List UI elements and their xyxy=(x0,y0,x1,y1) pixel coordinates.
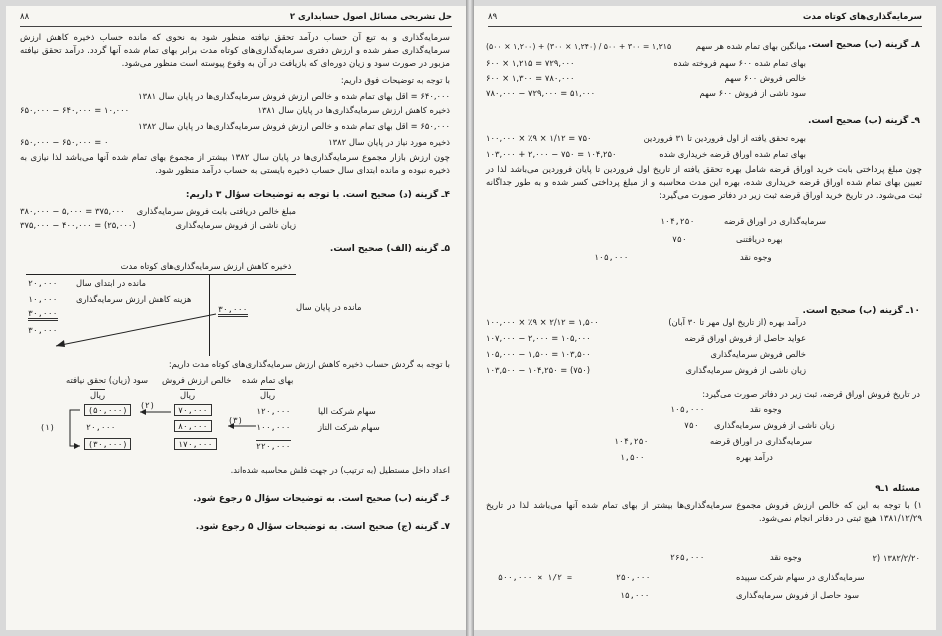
col-header-cost: بهای تمام شده xyxy=(242,375,294,385)
calc-line-4-label: ذخیره مورد نیاز در پایان سال ۱۳۸۲ xyxy=(328,137,450,147)
q5-text2: با توجه به گردش حساب ذخیره کاهش ارزش سرمایه‌گذاری‌های کوتاه مدت داریم: xyxy=(168,359,450,369)
col-header-gain: سود (زیان) تحقق نیافته xyxy=(66,375,149,385)
q10-row-3-label: خالص فروش سرمایه‌گذاری xyxy=(710,349,806,359)
t-right-value-4: ۳۰,۰۰۰ xyxy=(28,325,58,335)
q8-row-3-label: خالص فروش ۶۰۰ سهم xyxy=(724,73,806,83)
unit-gain: ریال xyxy=(90,390,106,400)
q9-journal-3-credit: ۱۰۵,۰۰۰ xyxy=(594,252,629,262)
calc-line-2-formula: ۶۵۰,۰۰۰ − ۶۴۰,۰۰۰ = ۱۰,۰۰۰ xyxy=(20,105,130,115)
row-1-marker: (۲) xyxy=(140,400,155,410)
intro-paragraph: سرمایه‌گذاری و به تبع آن حساب درآمد تحقق نیافته منظور شود به نحوی که مانده حساب ذخیره کاهش ارزش سرمایه‌گذاری صفر شده و ارزش دفتری سرمایه‌گذاری‌های کوتاه مدت برابر بهای تمام شده آنها گردد. درآمد تحقق نیافته مزبور در صورت سود و زیان دوره‌ای که بازیافت در آن به وقوع پیوسته است منظور می‌شود. xyxy=(20,33,450,69)
q8-row-2-label: بهای تمام شده ۶۰۰ سهم فروخته شده xyxy=(673,58,806,68)
right-page xyxy=(474,6,936,630)
total-nrv: ۱۷۰,۰۰۰ xyxy=(174,438,217,450)
t-right-label-1: مانده در ابتدای سال xyxy=(76,278,147,288)
q10-journal-4-credit: ۱,۵۰۰ xyxy=(620,452,645,462)
q4-row-1-label: مبلغ خالص دریافتی بابت فروش سرمایه‌گذاری xyxy=(136,206,296,216)
q6-line: ۶ـ گزینه (ب) صحیح است. به توضیحات سؤال ۵ رجوع شود. xyxy=(193,494,450,504)
q9-journal-2-account: بهره دریافتنی xyxy=(736,234,783,244)
calc-line-4-formula: ۶۵۰,۰۰۰ − ۶۵۰,۰۰۰ = ۰ xyxy=(20,137,109,147)
row-1-name: سهام شرکت الیا xyxy=(318,406,376,416)
q10-journal-3-credit: ۱۰۴,۲۵۰ xyxy=(614,436,649,446)
t-left-value: ۳۰,۰۰۰ xyxy=(218,304,248,317)
problem-journal-2-account: سرمایه‌گذاری در سهام شرکت سپیده xyxy=(736,572,865,582)
q10-row-1-formula: ۱۰۰,۰۰۰ × ٪۹ × ۲/۱۲ = ۱,۵۰۰ xyxy=(486,317,599,327)
q9-text: چون مبلغ پرداختی بابت خرید اوراق قرضه شامل بهره تحقق یافته از تاریخ اول فروردین تا پایان فروردین می‌باشد لذا در تعیین بهای تمام شده اوراق قرضه خریداری شده، بهره این مدت محاسبه و از مبلغ پرداختی کسر شده و به طور جداگانه ثبت می‌شود. در تاریخ خرید اوراق قرضه ثبت زیر در دفاتر صورت می‌گیرد: xyxy=(486,165,922,201)
q10-text: در تاریخ فروش اوراق قرضه، ثبت زیر در دفاتر صورت می‌گیرد: xyxy=(702,389,920,399)
problem-item-1: ۱) با توجه به این که خالص ارزش فروش مجموع سرمایه‌گذاری‌ها بیشتر از بهای تمام شده آنها می‌باشد لذا در تاریخ ۱۳۸۱/۱۲/۲۹ هیچ ثبتی در دفاتر انجام نمی‌شود. xyxy=(486,501,922,524)
problem-journal-3-account: سود حاصل از فروش سرمایه‌گذاری xyxy=(736,590,859,600)
row-2-name: سهام شرکت الناز xyxy=(318,422,380,432)
row-1-gain: (۵۰,۰۰۰) xyxy=(84,404,131,416)
table-flow-arrows xyxy=(66,402,326,462)
problem-journal-2-credit: ۲۵۰,۰۰۰ xyxy=(616,572,651,582)
problem-journal-1-account: وجوه نقد xyxy=(770,552,802,562)
given-line: با توجه به توضیحات فوق داریم: xyxy=(340,75,450,85)
problem-journal-1-debit: ۲۶۵,۰۰۰ xyxy=(670,552,705,562)
q10-row-2-label: عواید حاصل از فروش اوراق قرضه xyxy=(684,333,806,343)
right-page-header xyxy=(488,12,922,27)
t-account-top-line xyxy=(26,274,296,275)
q4-row-1-formula: ۳۸۰,۰۰۰ − ۵,۰۰۰ = ۳۷۵,۰۰۰ xyxy=(20,206,125,216)
t-right-value-1: ۲۰,۰۰۰ xyxy=(28,278,58,288)
left-page-header xyxy=(20,12,452,27)
q10-row-3-formula: ۱۰۵,۰۰۰ − ۱,۵۰۰ = ۱۰۳,۵۰۰ xyxy=(486,349,591,359)
q10-heading: ۱۰ـ گزینه (ب) صحیح است. xyxy=(802,306,920,316)
problem-heading: مسئله ۱ـ۹ xyxy=(875,484,920,494)
q10-row-2-formula: ۱۰۷,۰۰۰ − ۲,۰۰۰ = ۱۰۵,۰۰۰ xyxy=(486,333,591,343)
calc-line-3: ۶۵۰,۰۰۰ = اقل بهای تمام شده و خالص ارزش فروش سرمایه‌گذاری‌ها در پایان سال ۱۳۸۲ xyxy=(138,121,450,131)
q9-journal-3-account: وجوه نقد xyxy=(740,252,772,262)
q10-journal-2-account: زیان ناشی از فروش سرمایه‌گذاری xyxy=(714,420,835,430)
row-2-gain: ۲۰,۰۰۰ xyxy=(86,422,116,432)
q4-row-2-formula: ۳۷۵,۰۰۰ − ۴۰۰,۰۰۰ = (۲۵,۰۰۰) xyxy=(20,220,136,230)
left-page xyxy=(6,6,466,630)
col-header-nrv: خالص ارزش فروش xyxy=(162,375,232,385)
q10-row-4-label: زیان ناشی از فروش سرمایه‌گذاری xyxy=(685,365,806,375)
q10-journal-1-debit: ۱۰۵,۰۰۰ xyxy=(670,404,705,414)
right-page-title: سرمایه‌گذاری‌های کوتاه مدت xyxy=(802,12,922,22)
q8-row-2-formula: ۶۰۰ × ۱,۲۱۵ = ۷۲۹,۰۰۰ xyxy=(486,58,575,68)
q10-journal-4-account: درآمد بهره xyxy=(736,452,773,462)
q9-row-1-formula: ۱۰۰,۰۰۰ × ٪۹ × ۱/۱۲ = ۷۵۰ xyxy=(486,133,592,143)
q8-row-4-label: سود ناشی از فروش ۶۰۰ سهم xyxy=(699,88,806,98)
t-left-label: مانده در پایان سال xyxy=(296,302,362,312)
q8-row-3-formula: ۶۰۰ × ۱,۳۰۰ = ۷۸۰,۰۰۰ xyxy=(486,73,575,83)
note-paragraph: چون ارزش بازار مجموع سرمایه‌گذاری‌ها در پایان سال ۱۳۸۲ بیشتر از مجموع بهای تمام شده آنها می‌باشد لذا نیازی به ذخیره نبوده و مانده ابتدای سال حساب ذخیره بایستی به حساب درآمد منظور شود. xyxy=(20,153,450,176)
q5-heading: ۵ـ گزینه (الف) صحیح است. xyxy=(329,244,450,254)
q9-row-1-label: بهره تحقق یافته از اول فروردین تا ۳۱ فروردین xyxy=(643,133,806,143)
row-2-cost: ۱۰۰,۰۰۰ xyxy=(256,422,291,432)
q4-heading: ۴ـ گزینه (د) صحیح است. با توجه به توضیحات سؤال ۳ داریم: xyxy=(185,190,450,200)
row-2-marker: (۳) xyxy=(228,415,243,425)
total-gain: (۳۰,۰۰۰) xyxy=(84,438,131,450)
problem-journal-2-formula: ۵۰۰,۰۰۰ × ۱/۲ = xyxy=(498,572,572,582)
q8-row-1-formula: (۵۰۰ × ۱,۲۰۰) + (۳۰۰ × ۱,۲۴۰) / ۵۰۰ + ۳۰۰ = ۱,۲۱۵ xyxy=(486,42,672,51)
t-account-title: ذخیره کاهش ارزش سرمایه‌گذاری‌های کوتاه مدت xyxy=(120,261,292,271)
side-marker: (۱) xyxy=(40,422,55,432)
unit-nrv: ریال xyxy=(180,390,196,400)
q8-row-1-label: میانگین بهای تمام شده هر سهم xyxy=(695,41,806,51)
q7-line: ۷ـ گزینه (ج) صحیح است. به توضیحات سؤال ۵ رجوع شود. xyxy=(195,522,450,532)
right-page-number: ۸۹ xyxy=(488,12,498,22)
q9-journal-1-debit: ۱۰۴,۲۵۰ xyxy=(660,216,695,226)
unit-cost: ریال xyxy=(260,390,276,400)
q10-row-1-label: درآمد بهره (از تاریخ اول مهر تا ۳۰ آبان) xyxy=(668,317,806,327)
q10-journal-3-account: سرمایه‌گذاری در اوراق قرضه xyxy=(710,436,813,446)
q9-row-2-label: بهای تمام شده اوراق قرضه خریداری شده xyxy=(659,149,806,159)
calc-line-1: ۶۴۰,۰۰۰ = اقل بهای تمام شده و خالص ارزش فروش سرمایه‌گذاری‌ها در پایان سال ۱۳۸۱ xyxy=(138,91,450,101)
calc-line-2-label: ذخیره کاهش ارزش سرمایه‌گذاری‌ها در پایان سال ۱۳۸۱ xyxy=(257,105,450,115)
q10-row-4-formula: ۱۰۳,۵۰۰ − ۱۰۴,۲۵۰ = (۷۵۰) xyxy=(486,365,591,375)
t-right-label-2: هزینه کاهش ارزش سرمایه‌گذاری xyxy=(76,294,192,304)
t-right-value-2: ۱۰,۰۰۰ xyxy=(28,294,58,304)
q9-heading: ۹ـ گزینه (ب) صحیح است. xyxy=(808,116,920,126)
left-page-number: ۸۸ xyxy=(20,12,30,22)
q8-heading: ۸ـ گزینه (ب) صحیح است. xyxy=(808,40,920,50)
left-page-title: حل تشریحی مسائل اصول حسابداری ۲ xyxy=(289,12,452,22)
problem-journal-3-credit: ۱۵,۰۰۰ xyxy=(620,590,650,600)
q4-row-2-label: زیان ناشی از فروش سرمایه‌گذاری xyxy=(175,220,296,230)
t-right-value-3: ۳۰,۰۰۰ xyxy=(28,308,58,321)
row-1-cost: ۱۲۰,۰۰۰ xyxy=(256,406,291,416)
row-2-nrv: ۸۰,۰۰۰ xyxy=(174,420,212,432)
problem-item-2-date: ۲) ۱۳۸۲/۲/۲۰ xyxy=(872,553,920,563)
q10-journal-2-debit: ۷۵۰ xyxy=(684,420,699,430)
total-cost: ۲۲۰,۰۰۰ xyxy=(256,441,291,451)
q9-row-2-formula: ۱۰۳,۰۰۰ + ۲,۰۰۰ − ۷۵۰ = ۱۰۴,۲۵۰ xyxy=(486,149,617,159)
book-gutter xyxy=(466,0,474,636)
q8-row-4-formula: ۷۸۰,۰۰۰ − ۷۲۹,۰۰۰ = ۵۱,۰۰۰ xyxy=(486,88,596,98)
row-1-nrv: ۷۰,۰۰۰ xyxy=(174,404,212,416)
q9-journal-2-debit: ۷۵۰ xyxy=(672,234,687,244)
q9-journal-1-account: سرمایه‌گذاری در اوراق قرضه xyxy=(724,216,827,226)
q5-footnote: اعداد داخل مستطیل (به ترتیب) در جهت فلش محاسبه شده‌اند. xyxy=(230,465,450,475)
q10-journal-1-account: وجوه نقد xyxy=(750,404,782,414)
